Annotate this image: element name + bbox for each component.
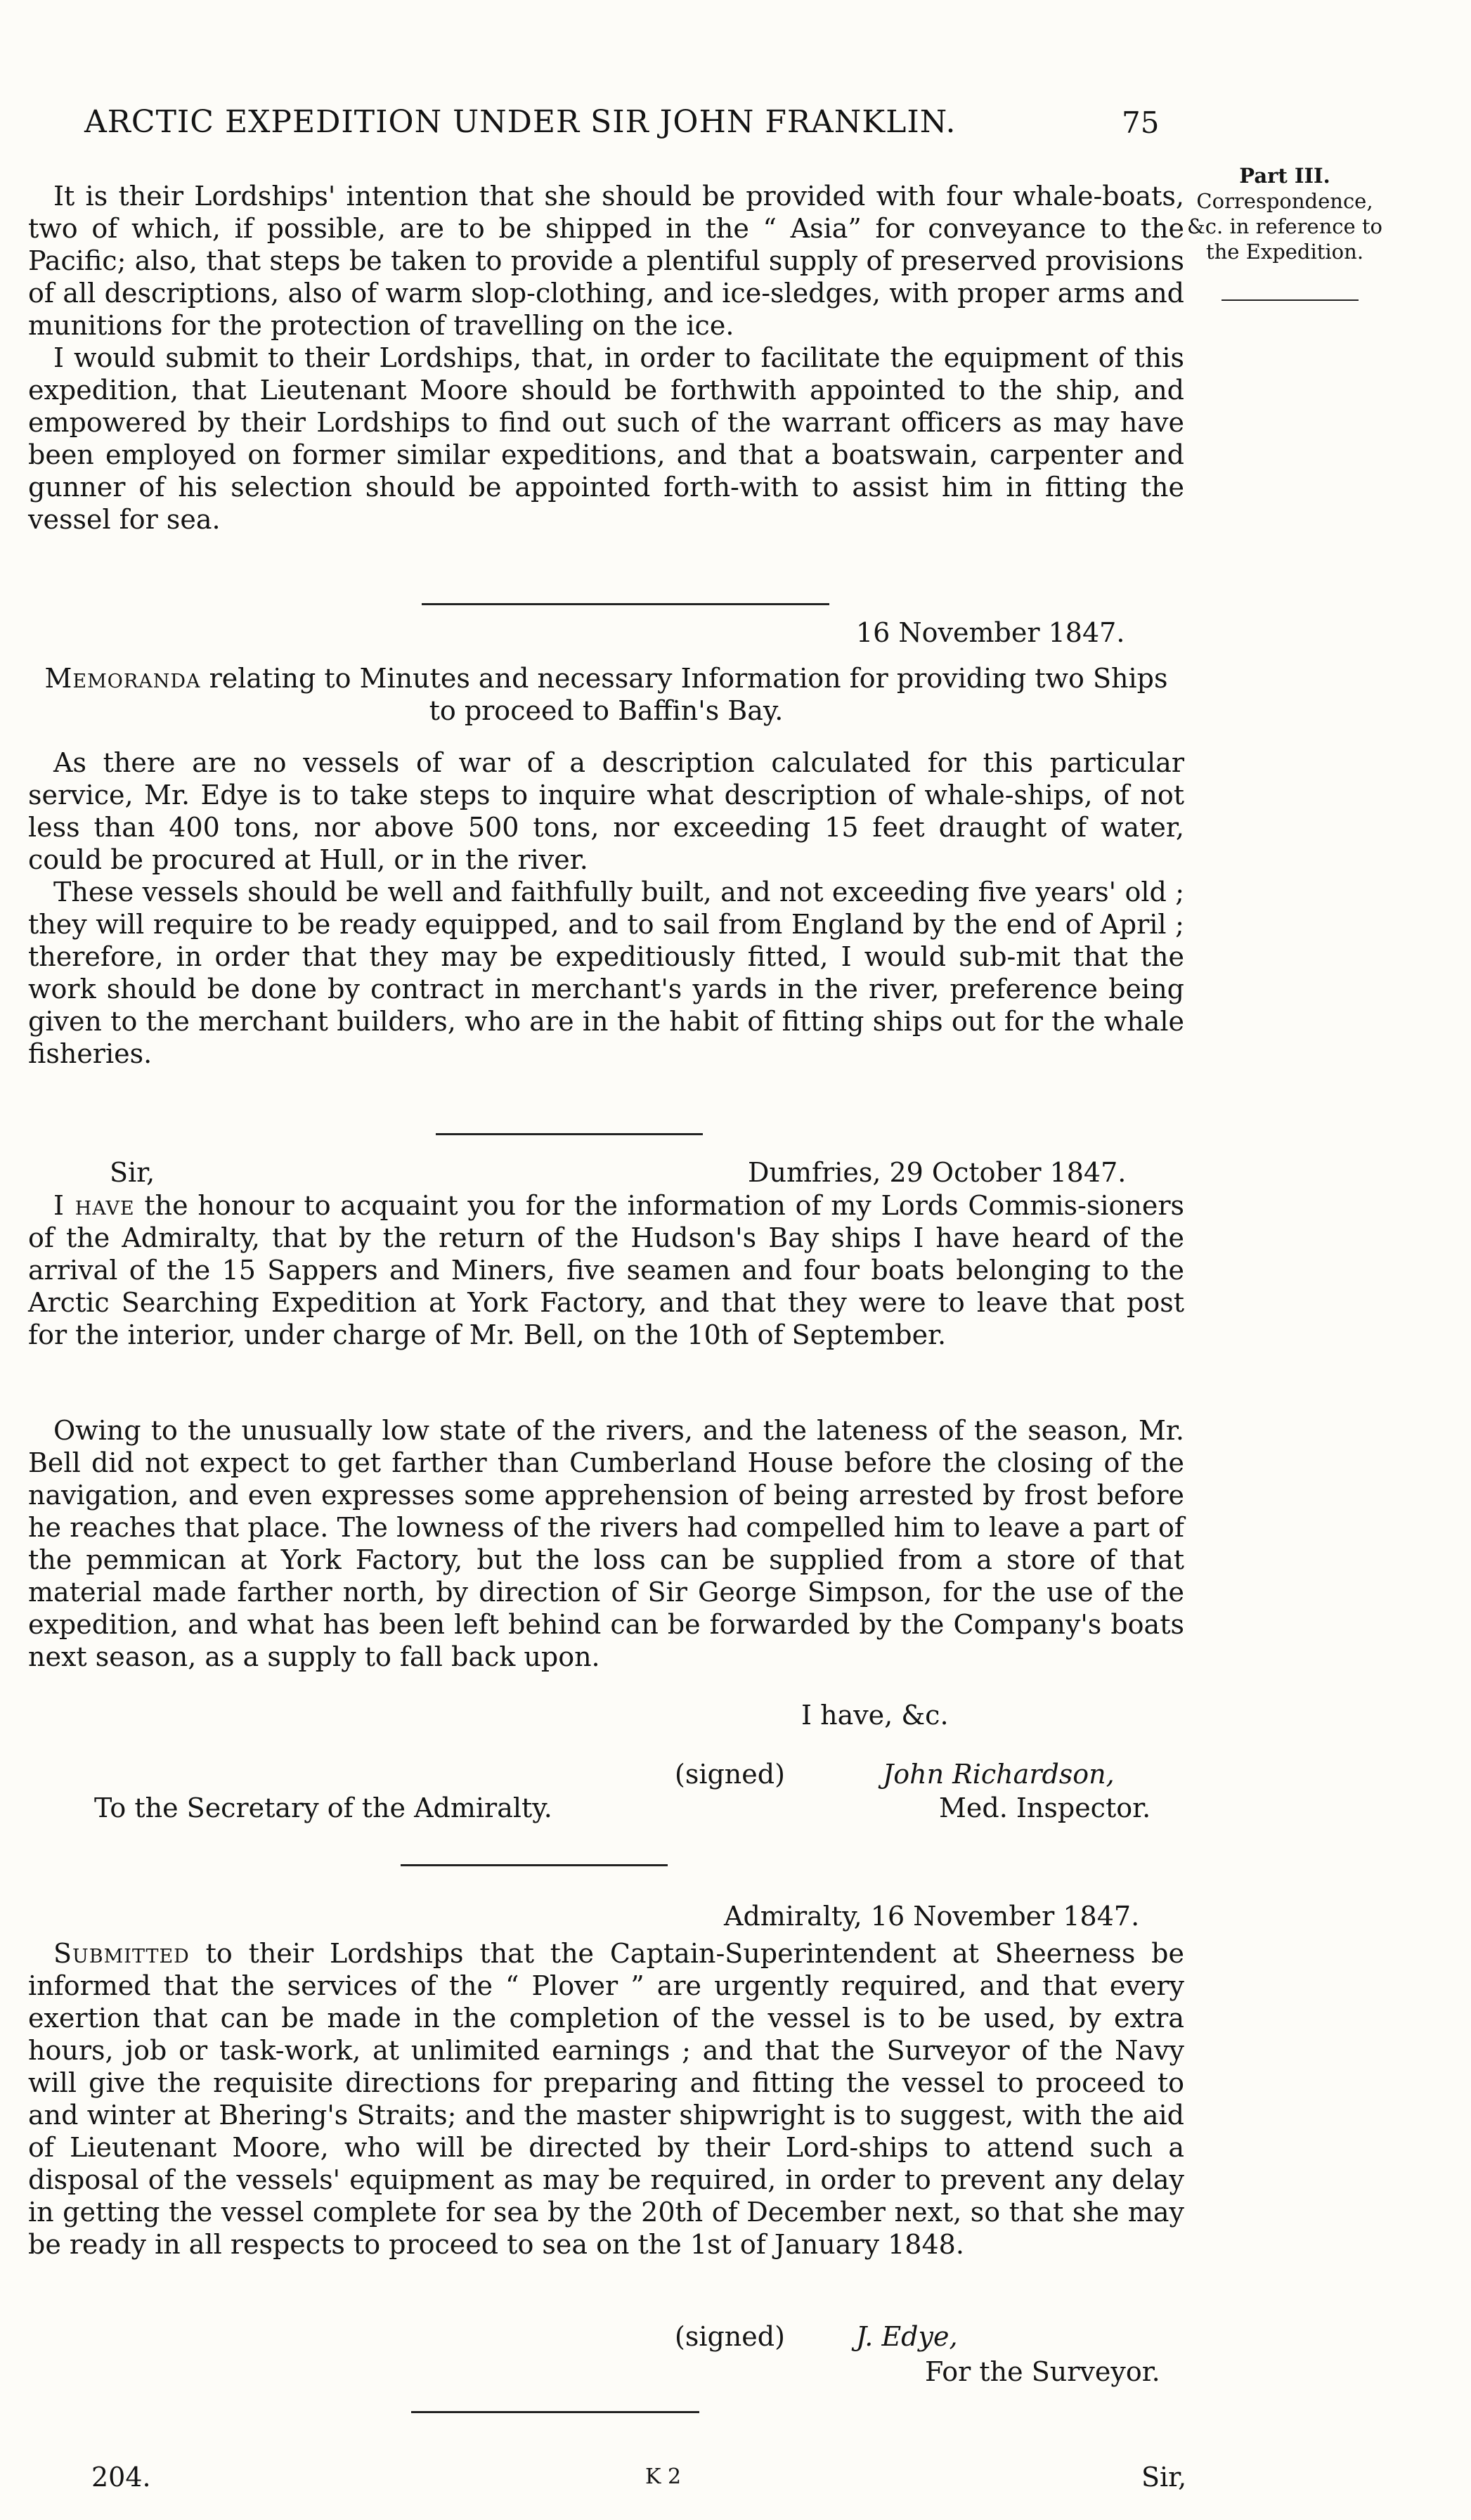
letter-salutation: Sir, [110, 1157, 155, 1188]
signature-richardson: John Richardson, [883, 1759, 1115, 1790]
running-header-title: ARCTIC EXPEDITION UNDER SIR JOHN FRANKLIN. [84, 104, 957, 140]
admiralty-date: Admiralty, 16 November 1847. [724, 1901, 1140, 1932]
margin-note [1179, 163, 1390, 264]
section-divider [411, 2411, 699, 2413]
paragraph-hudson-bay-text: the honour to acquaint you for the information of my Lords Commis-sioners of the Admiralty, that by the return of the Hudson's Bay ships I have heard of the arrival of the 15 Sappers and Miners, five seamen and four boats belonging to the Arctic Searching Expedition at York Factory, and that they were to leave that post for the interior, under charge of Mr. Bell, on the 10th of September. [28, 1190, 1184, 1350]
submitted-lead-word: Submitted [53, 1938, 190, 1969]
section-divider [422, 603, 829, 605]
paragraph-vessels-built: These vessels should be well and faithfully built, and not exceeding five years' old ; they will require to be ready equipped, and to sail from England by the end of April ; therefore, in order that they may be expeditiously fitted, I would sub-mit that the work should be done by contract in merchant's yards in the river, preference being given to the merchant builders, who are in the habit of fitting ships out for the whale fisheries. [28, 877, 1184, 1069]
signature-title-edye: For the Surveyor. [925, 2356, 1160, 2387]
margin-note-title: Part III. [1239, 164, 1330, 188]
footer-page-ref: 204. [91, 2462, 151, 2493]
paragraph-whale-ships: As there are no vessels of war of a description calculated for this particular service, Mr. Edye is to take steps to inquire what description of whale-ships, of not less than 400 tons, nor above 500 tons, nor exceeding 15 feet draught of water, could be procured at Hull, or in the river. [28, 747, 1184, 875]
memoranda-date: 16 November 1847. [856, 617, 1125, 648]
letter-addressee: To the Secretary of the Admiralty. [94, 1792, 552, 1823]
signature-title-richardson: Med. Inspector. [939, 1792, 1151, 1823]
paragraph-lieutenant-moore: I would submit to their Lordships, that, in order to facilitate the equipment of this expedition, that Lieutenant Moore should be forthwith appointed to the ship, and empowered by their Lordships to find out such of the warrant officers as may have been employed on former similar expeditions, and that a boatswain, carpenter and gunner of his selection should be appointed forth-with to assist him in fitting the vessel for sea. [28, 342, 1184, 535]
paragraph-plover-text: to their Lordships that the Captain-Superintendent at Sheerness be informed that the services of the “ Plover ” are urgently required, and that every exertion that can be made in the completion of the vessel is to be used, by extra hours, job or task-work, at unlimited earnings ; and that the Surveyor of the Navy will give the requisite directions for preparing and fitting the vessel to proceed to and winter at Bhering's Straits; and the master shipwright is to suggest, with the aid of Lieutenant Moore, who will be directed by their Lord-ships to attend such a disposal of the vessels' equipment as may be required, in order to prevent any delay in getting the vessel complete for sea by the 20th of December next, so that she may be ready in all respects to proceed to sea on the 1st of January 1848. [28, 1938, 1184, 2260]
page-number: 75 [1122, 105, 1160, 140]
paragraph-low-rivers: Owing to the unusually low state of the rivers, and the lateness of the season, Mr. Bell did not expect to get farther than Cumberland House before the closing of the navigation, and even expresses some apprehension of being arrested by frost before he reaches that place. The lowness of the rivers had compelled him to leave a part of the pemmican at York Factory, but the loss can be supplied from a store of that material made farther north, by direction of Sir George Simpson, for the use of the expedition, and what has been left behind can be forwarded by the Company's boats next season, as a supply to fall back upon. [28, 1415, 1184, 1672]
signature-edye: J. Edye, [856, 2321, 958, 2352]
section-divider [436, 1133, 703, 1135]
letter-lead-word: I have [53, 1190, 135, 1221]
memoranda-heading-text: relating to Minutes and necessary Information for providing two Ships to proceed to Baffin's Bay. [209, 663, 1168, 726]
paragraph-whale-boats: It is their Lordships' intention that she should be provided with four whale-boats, two of which, if possible, are to be shipped in the “ Asia” for conveyance to the Pacific; also, that steps be taken to provide a plentiful supply of preserved provisions of all descriptions, also of warm slop-clothing, and ice-sledges, with proper arms and munitions for the protection of travelling on the ice. [28, 181, 1184, 341]
paragraph-plover [28, 1937, 1184, 2261]
section-divider [401, 1864, 668, 1866]
memoranda-lead-word: Memoranda [44, 663, 201, 694]
memoranda-heading [28, 662, 1184, 727]
letter-closing: I have, &c. [801, 1700, 949, 1731]
signed-mark: (signed) [675, 2321, 785, 2352]
margin-note-rule [1221, 299, 1359, 301]
signed-mark: (signed) [675, 1759, 785, 1790]
footer-catchword: Sir, [1141, 2462, 1187, 2493]
margin-note-body: Correspondence, &c. in reference to the Expedition. [1186, 189, 1383, 264]
letter-place-date: Dumfries, 29 October 1847. [748, 1157, 1127, 1188]
footer-signature-mark: K 2 [645, 2464, 682, 2489]
paragraph-hudson-bay [28, 1189, 1184, 1351]
